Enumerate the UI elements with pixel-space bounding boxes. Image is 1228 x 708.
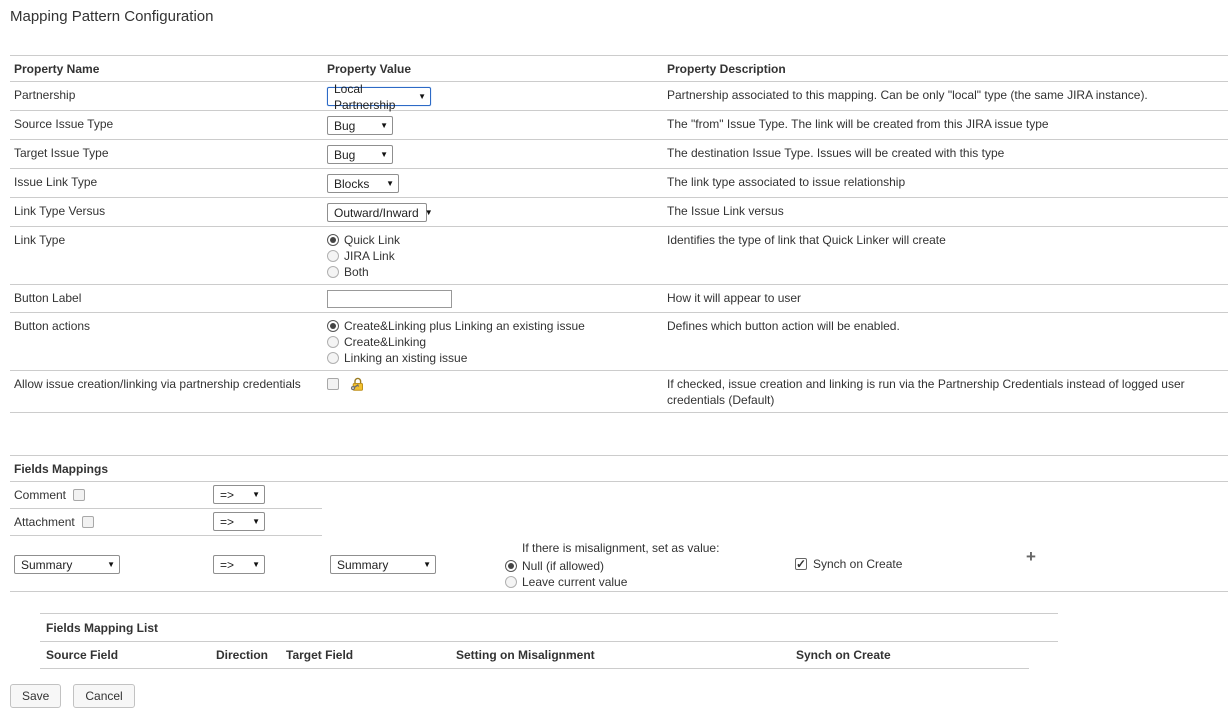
fields-mappings-section [10, 455, 1228, 592]
radio-icon[interactable] [327, 266, 339, 278]
comment-direction-select[interactable] [213, 485, 265, 504]
issue-link-type-description: The link type associated to issue relationship [667, 175, 906, 189]
custom-direction-value: => [220, 557, 235, 572]
row-partnership-credentials [10, 371, 1228, 413]
custom-direction-select[interactable] [213, 555, 265, 574]
col-header-source-field: Source Field [40, 642, 210, 669]
add-mapping-icon[interactable]: + [1026, 547, 1036, 566]
comment-mapping-row [10, 482, 1228, 509]
row-button-label [10, 285, 1228, 313]
target-field-select[interactable] [330, 555, 436, 574]
button-actions-option-both[interactable] [327, 318, 663, 333]
partnership-description: Partnership associated to this mapping. Can be only "local" type (the same JIRA instance). [667, 88, 1148, 102]
col-header-direction: Direction [210, 642, 280, 669]
row-button-actions [10, 313, 1228, 371]
radio-label: Both [344, 264, 369, 279]
button-actions-option-create-linking[interactable] [327, 334, 663, 349]
partnership-credentials-label: Allow issue creation/linking via partnership credentials [14, 377, 301, 391]
header-spacer [1029, 642, 1058, 669]
source-field-select[interactable] [14, 555, 120, 574]
comment-direction-value: => [220, 487, 235, 502]
button-actions-label: Button actions [14, 319, 91, 333]
mapping-list-header-row [40, 642, 1058, 669]
radio-icon[interactable] [505, 576, 517, 588]
row-link-type [10, 227, 1228, 285]
radio-label: Create&Linking [344, 334, 427, 349]
radio-label: Create&Linking plus Linking an existing issue [344, 318, 585, 333]
button-actions-description: Defines which button action will be enabled. [667, 319, 900, 333]
radio-label: Quick Link [344, 232, 401, 247]
link-type-versus-label: Link Type Versus [14, 204, 106, 218]
target-issue-type-label: Target Issue Type [14, 146, 109, 160]
partnership-select[interactable] [327, 81, 431, 112]
link-type-description: Identifies the type of link that Quick Linker will create [667, 233, 946, 247]
synch-on-create-checkbox[interactable] [795, 558, 807, 570]
chevron-down-icon: ▼ [423, 560, 431, 569]
row-source-issue-type [10, 111, 1228, 140]
radio-icon[interactable] [327, 234, 339, 246]
partnership-select-value: Local Partnership [334, 81, 396, 112]
chevron-down-icon: ▼ [107, 560, 115, 569]
col-header-property-description: Property Description [667, 62, 786, 76]
attachment-direction-select[interactable] [213, 512, 265, 531]
target-issue-type-select[interactable] [327, 145, 393, 164]
chevron-down-icon: ▼ [380, 149, 388, 159]
chevron-down-icon: ▼ [252, 490, 260, 499]
properties-header-row [10, 56, 1228, 82]
partnership-credentials-description: If checked, issue creation and linking is run via the Partnership Credentials instead of logged user credentials (Default) [667, 377, 1185, 407]
comment-checkbox[interactable] [73, 489, 85, 501]
radio-label: Leave current value [522, 574, 628, 589]
comment-label: Comment [14, 488, 67, 502]
button-label-description: How it will appear to user [667, 291, 802, 305]
source-issue-type-select[interactable] [327, 116, 393, 135]
chevron-down-icon: ▼ [424, 207, 433, 217]
attachment-label: Attachment [14, 515, 75, 529]
save-button[interactable]: Save [10, 684, 61, 708]
chevron-down-icon: ▼ [386, 178, 394, 188]
row-issue-link-type [10, 169, 1228, 198]
issue-link-type-select[interactable] [327, 174, 399, 193]
misalignment-label: If there is misalignment, set as value: [522, 541, 720, 555]
target-issue-type-value: Bug [334, 147, 356, 162]
radio-icon[interactable] [327, 320, 339, 332]
link-type-option-both[interactable] [327, 264, 663, 279]
source-issue-type-label: Source Issue Type [14, 117, 114, 131]
synch-on-create-option[interactable] [795, 557, 902, 571]
link-type-option-quick-link[interactable] [327, 232, 663, 247]
target-field-value: Summary [337, 557, 389, 572]
partnership-label: Partnership [14, 88, 76, 102]
radio-icon[interactable] [505, 560, 517, 572]
partnership-credentials-checkbox[interactable] [327, 378, 339, 390]
radio-label: Null (if allowed) [522, 558, 605, 573]
misalignment-option-null[interactable] [505, 558, 719, 573]
chevron-down-icon: ▼ [252, 560, 260, 569]
col-header-property-name: Property Name [14, 62, 100, 76]
link-type-versus-description: The Issue Link versus [667, 204, 784, 218]
fields-mappings-title: Fields Mappings [10, 455, 1228, 482]
chevron-down-icon: ▼ [418, 91, 426, 101]
button-actions-option-linking-existing[interactable] [327, 350, 663, 365]
issue-link-type-label: Issue Link Type [14, 175, 98, 189]
cancel-button[interactable]: Cancel [73, 684, 134, 708]
source-issue-type-description: The "from" Issue Type. The link will be created from this JIRA issue type [667, 117, 1049, 131]
row-link-type-versus [10, 198, 1228, 227]
target-issue-type-description: The destination Issue Type. Issues will be created with this type [667, 146, 1005, 160]
misalignment-setting-group [505, 541, 719, 590]
misalignment-option-leave[interactable] [505, 574, 719, 589]
attachment-mapping-row [10, 509, 1228, 536]
form-actions [10, 684, 1228, 708]
col-header-setting-on-misalignment: Setting on Misalignment [450, 642, 790, 669]
chevron-down-icon: ▼ [380, 120, 388, 130]
properties-table [10, 55, 1228, 413]
row-target-issue-type [10, 140, 1228, 169]
button-label-input[interactable] [327, 290, 452, 308]
fields-mapping-list-table [40, 613, 1058, 669]
issue-link-type-value: Blocks [334, 176, 370, 191]
link-type-versus-select[interactable] [327, 203, 433, 222]
col-header-property-value: Property Value [327, 62, 412, 76]
attachment-checkbox[interactable] [82, 516, 94, 528]
chevron-down-icon: ▼ [252, 517, 260, 526]
link-type-option-jira-link[interactable] [327, 248, 663, 263]
radio-label: JIRA Link [344, 248, 395, 263]
page-title: Mapping Pattern Configuration [10, 8, 214, 25]
col-header-synch-on-create: Synch on Create [790, 642, 1029, 669]
row-partnership [10, 82, 1228, 111]
col-header-target-field: Target Field [280, 642, 450, 669]
source-field-value: Summary [21, 557, 73, 572]
source-issue-type-value: Bug [334, 118, 356, 133]
attachment-direction-value: => [220, 514, 235, 529]
link-type-versus-value: Outward/Inward [334, 205, 419, 220]
custom-field-mapping-row [10, 536, 1228, 592]
button-label-label: Button Label [14, 291, 82, 305]
lock-key-icon [349, 376, 365, 392]
link-type-label: Link Type [14, 233, 66, 247]
radio-icon[interactable] [327, 336, 339, 348]
radio-icon[interactable] [327, 352, 339, 364]
radio-label: Linking an xisting issue [344, 350, 468, 365]
synch-on-create-label: Synch on Create [813, 557, 903, 571]
radio-icon[interactable] [327, 250, 339, 262]
fields-mapping-list-title: Fields Mapping List [40, 614, 1058, 642]
